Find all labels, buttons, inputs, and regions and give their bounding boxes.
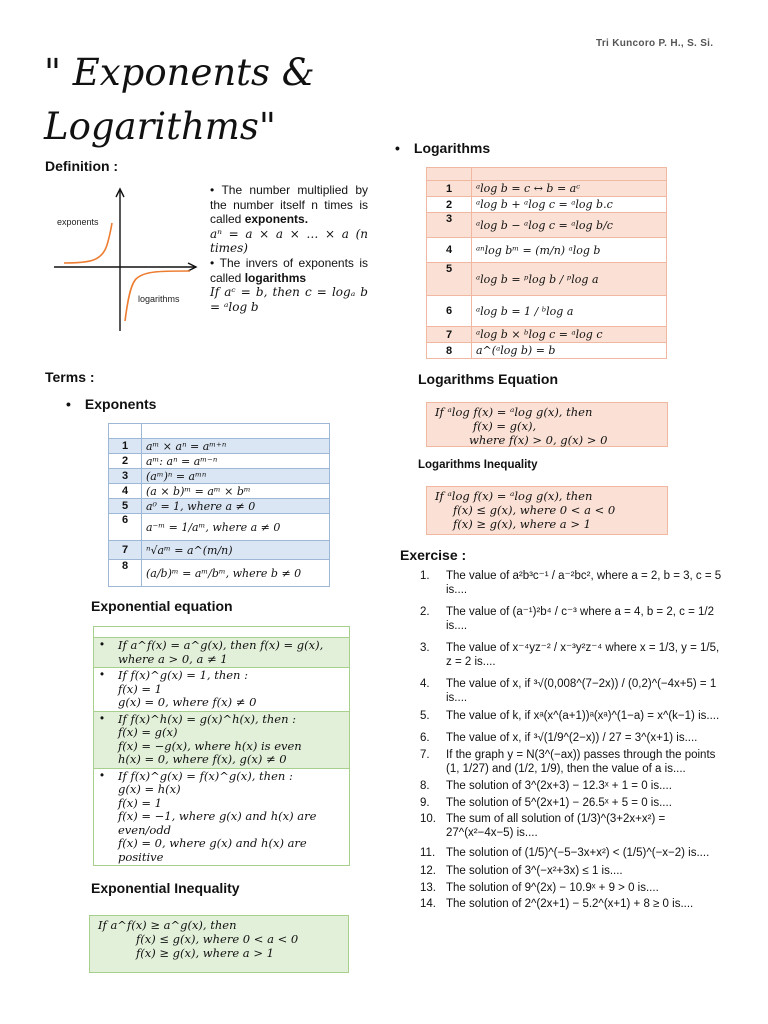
- exponential-equation-heading: Exponential equation: [91, 598, 233, 614]
- table-row: 4 ᵃⁿlog bᵐ = (m/n) ᵃlog b: [427, 238, 667, 263]
- exponential-inequality-box: If a^f(x) ≥ a^g(x), then f(x) ≤ g(x), where 0 < a < 0 f(x) ≥ g(x), where a > 1: [89, 915, 349, 973]
- logarithms-inequality-heading: Logarithms Inequality: [418, 459, 538, 471]
- table-row: 5 a⁰ = 1, where a ≠ 0: [109, 499, 330, 514]
- logarithms-equation-box: If ᵃlog f(x) = ᵃlog g(x), then f(x) = g(x), where f(x) > 0, g(x) > 0: [426, 402, 668, 447]
- table-row: 6 a⁻ᵐ = 1/aᵐ, where a ≠ 0: [109, 514, 330, 541]
- author-name: Tri Kuncoro P. H., S. Si.: [596, 38, 714, 49]
- exponent-curve: [64, 223, 112, 263]
- logarithm-rules-table: [426, 167, 667, 359]
- table-row: 7 ᵃlog b × ᵇlog c = ᵃlog c: [427, 327, 667, 343]
- exponential-equation-table: [93, 626, 350, 866]
- definition-text-2-math: If aᶜ = b, then c = logₐ b = ᵃlog b: [210, 285, 368, 314]
- exercise-list: [420, 569, 725, 914]
- terms-heading: Terms :: [45, 369, 95, 385]
- logarithms-heading: • Logarithms: [395, 140, 490, 156]
- page-title: " Exponents & Logarithms": [44, 51, 315, 148]
- logarithms-equation-heading: Logarithms Equation: [418, 371, 558, 387]
- table-row: 3 (aᵐ)ⁿ = aᵐⁿ: [109, 469, 330, 484]
- list-item: 2. The value of (a⁻¹)²b⁴ / c⁻³ where a = 4, b = 2, c = 1/2 is....: [420, 606, 714, 632]
- table-row: 8 (a/b)ᵐ = aᵐ/bᵐ, where b ≠ 0: [109, 560, 330, 587]
- definition-text-1-math: aⁿ = a × a × … × a (n times): [210, 226, 368, 256]
- graph-label-exponents: exponents: [57, 217, 99, 227]
- list-item: 3. The value of x⁻⁴yz⁻² / x⁻³y²z⁻⁴ where x = 1/3, y = 1/5, z = 2 is....: [420, 642, 720, 668]
- table-row: 3 ᵃlog b − ᵃlog c = ᵃlog b/c: [427, 213, 667, 238]
- table-row: 8 a^(ᵃlog b) = b: [427, 343, 667, 359]
- logarithms-inequality-box: If ᵃlog f(x) = ᵃlog g(x), then f(x) ≤ g(x), where 0 < a < 0 f(x) ≥ g(x), where a > 1: [426, 486, 668, 535]
- definition-text: • The number multiplied by the number itself n times is called exponents. aⁿ = a × a × … × a (n times) • The invers of exponents is called logarithms If aᶜ = b, then c = logₐ b = ᵃlog b: [210, 183, 368, 314]
- exponent-logarithm-graph: [50, 185, 200, 335]
- table-row: 7 ⁿ√aᵐ = a^(m/n): [109, 541, 330, 560]
- list-item: 14. The solution of 2^(2x+1) − 5.2^(x+1) + 8 ≥ 0 is....: [420, 898, 694, 910]
- list-item: 5. The value of k, if xᵃ(x^(a+1))ᵃ(xᵃ)^(1−a) = x^(k−1) is....: [420, 710, 720, 722]
- definition-text-2-bold: logarithms: [244, 270, 307, 285]
- list-item: 4. The value of x, if ³√(0,008^(7−2x)) / (0,2)^(−4x+5) = 1 is....: [420, 678, 717, 704]
- exercise-heading: Exercise :: [400, 547, 467, 563]
- table-row: 2 ᵃlog b + ᵃlog c = ᵃlog b.c: [427, 197, 667, 213]
- list-item: 7. If the graph y = N(3^(−ax)) passes through the points (1, 1/27) and (1/2, 1/9), then the value of a is....: [420, 749, 716, 775]
- definition-text-1-bold: exponents.: [244, 212, 309, 227]
- graph-label-logarithms: logarithms: [138, 294, 180, 304]
- table-header-row: [109, 424, 330, 439]
- exponent-rules-table: [108, 423, 330, 587]
- table-row: 5 ᵃlog b = ᵖlog b / ᵖlog a: [427, 263, 667, 296]
- table-header-row: [427, 168, 667, 181]
- exponential-inequality-heading: Exponential Inequality: [91, 880, 240, 896]
- table-row: 2 aᵐ: aⁿ = aᵐ⁻ⁿ: [109, 454, 330, 469]
- table-row: • If a^f(x) = a^g(x), then f(x) = g(x), where a > 0, a ≠ 1: [94, 638, 350, 668]
- list-item: 11. The solution of (1/5)^(−5−3x+x²) < (1/5)^(−x−2) is....: [420, 847, 710, 859]
- definition-text-1: The number multiplied by the number itself n times is called: [210, 183, 368, 227]
- list-item: 13. The solution of 9^(2x) − 10.9ˣ + 9 > 0 is....: [420, 881, 659, 894]
- table-row: 1 ᵃlog b = c ↔ b = aᶜ: [427, 181, 667, 197]
- table-row: 6 ᵃlog b = 1 / ᵇlog a: [427, 296, 667, 327]
- list-item: 1. The value of a²b³c⁻¹ / a⁻²bc², where a = 2, b = 3, c = 5 is....: [420, 570, 722, 596]
- table-row: • If f(x)^g(x) = 1, then : f(x) = 1 g(x) = 0, where f(x) ≠ 0: [94, 668, 350, 712]
- list-item: 10. The sum of all solution of (1/3)^(3+2x+x²) = 27^(x²−4x−5) is....: [420, 813, 666, 839]
- table-row: 4 (a × b)ᵐ = aᵐ × bᵐ: [109, 484, 330, 499]
- list-item: 9. The solution of 5^(2x+1) − 26.5ˣ + 5 = 0 is....: [420, 796, 672, 809]
- table-row: • If f(x)^g(x) = f(x)^g(x), then : g(x) = h(x) f(x) = 1 f(x) = −1, where g(x) and h(x) are even/odd f(x) = 0, where g(x) and h(x) are positive: [94, 768, 350, 866]
- list-item: 8. The solution of 3^(2x+3) − 12.3ˣ + 1 = 0 is....: [420, 780, 672, 792]
- exponents-heading: • Exponents: [66, 396, 156, 412]
- table-row: • If f(x)^h(x) = g(x)^h(x), then : f(x) = g(x) f(x) = −g(x), where h(x) is even h(x) = 0, where f(x), g(x) ≠ 0: [94, 711, 350, 768]
- table-row: 1 aᵐ × aⁿ = aᵐ⁺ⁿ: [109, 439, 330, 454]
- list-item: 12. The solution of 3^(−x²+3x) ≤ 1 is....: [420, 865, 623, 877]
- definition-heading: Definition :: [45, 158, 119, 174]
- list-item: 6. The value of x, if ³√(1/9^(2−x)) / 27 = 3^(x+1) is....: [420, 732, 698, 744]
- definition-text-2: The invers of exponents is called: [210, 255, 368, 285]
- table-header-row: [94, 627, 350, 638]
